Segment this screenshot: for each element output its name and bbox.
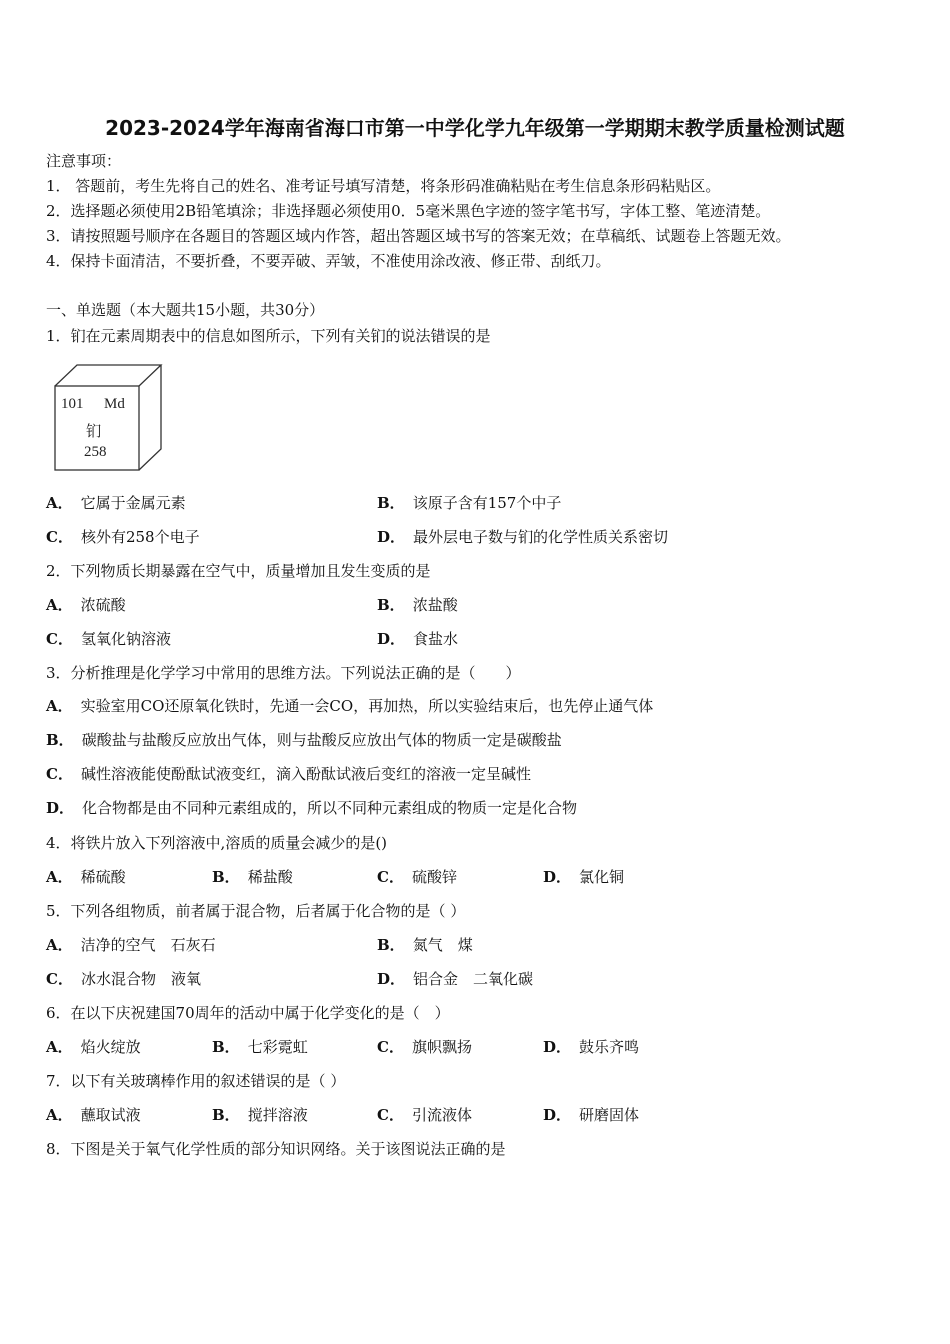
- q2-option-d: D． 食盐水: [377, 630, 459, 648]
- q2-option-c: C． 氢氧化钠溶液: [46, 630, 171, 648]
- q3-option-d: D． 化合物都是由不同种元素组成的，所以不同种元素组成的物质一定是化合物: [46, 799, 578, 817]
- notice-item-1: 1． 答题前，考生先将自己的姓名、准考证号填写清楚，将条形码准确粘贴在考生信息条形码粘贴区。: [46, 177, 721, 195]
- question-2-stem: 2．下列物质长期暴露在空气中，质量增加且发生变质的是: [46, 562, 431, 580]
- notice-heading: 注意事项：: [46, 152, 122, 170]
- q5-option-a: A． 洁净的空气 石灰石: [46, 936, 216, 954]
- q5-option-c: C． 冰水混合物 液氧: [46, 970, 201, 988]
- q4-option-c: C． 硫酸锌: [377, 868, 457, 886]
- q1-option-b: B． 该原子含有157个中子: [377, 494, 562, 512]
- q3-option-a: A． 实验室用CO还原氧化铁时，先通一会CO，再加热，所以实验结束后，也先停止通气体: [46, 697, 654, 715]
- question-1-stem: 1．钔在元素周期表中的信息如图所示，下列有关钔的说法错误的是: [46, 327, 491, 345]
- q6-option-d: D． 鼓乐齐鸣: [543, 1038, 640, 1056]
- q5-option-d: D． 铝合金 二氧化碳: [377, 970, 534, 988]
- q4-option-b: B． 稀盐酸: [212, 868, 293, 886]
- question-8-stem: 8．下图是关于氧气化学性质的部分知识网络。关于该图说法正确的是: [46, 1140, 506, 1158]
- q2-option-b: B． 浓盐酸: [377, 596, 458, 614]
- q7-option-a: A． 蘸取试液: [46, 1106, 141, 1124]
- element-card-figure: [54, 364, 164, 472]
- q5-option-b: B． 氮气 煤: [377, 936, 473, 954]
- notice-item-4: 4．保持卡面清洁，不要折叠，不要弄破、弄皱，不准使用涂改液、修正带、刮纸刀。: [46, 252, 611, 270]
- page-title: 2023-2024学年海南省海口市第一中学化学九年级第一学期期末教学质量检测试题: [105, 116, 845, 140]
- question-7-stem: 7．以下有关玻璃棒作用的叙述错误的是（ ）: [46, 1072, 346, 1090]
- q4-option-d: D． 氯化铜: [543, 868, 625, 886]
- q1-option-a: A． 它属于金属元素: [46, 494, 186, 512]
- q7-option-b: B． 搅拌溶液: [212, 1106, 308, 1124]
- q6-option-a: A． 焰火绽放: [46, 1038, 141, 1056]
- q4-option-a: A． 稀硫酸: [46, 868, 126, 886]
- question-6-stem: 6．在以下庆祝建国70周年的活动中属于化学变化的是（ ）: [46, 1004, 450, 1022]
- notice-item-2: 2．选择题必须使用2B铅笔填涂；非选择题必须使用0．5毫米黑色字迹的签字笔书写，字体工整、笔迹清楚。: [46, 202, 771, 220]
- section-heading: 一、单选题（本大题共15小题，共30分）: [46, 301, 325, 319]
- element-symbol: Md: [104, 396, 125, 412]
- q1-option-c: C． 核外有258个电子: [46, 528, 200, 546]
- q7-option-d: D． 研磨固体: [543, 1106, 640, 1124]
- question-3-stem: 3．分析推理是化学学习中常用的思维方法。下列说法正确的是（ ）: [46, 664, 521, 682]
- q2-option-a: A． 浓硫酸: [46, 596, 126, 614]
- q6-option-b: B． 七彩霓虹: [212, 1038, 308, 1056]
- q1-option-d: D． 最外层电子数与钔的化学性质关系密切: [377, 528, 669, 546]
- element-cube-outline: [54, 364, 164, 472]
- notice-item-3: 3．请按照题号顺序在各题目的答题区域内作答，超出答题区域书写的答案无效；在草稿纸、试题卷上答题无效。: [46, 227, 791, 245]
- q7-option-c: C． 引流液体: [377, 1106, 472, 1124]
- element-name: 钔: [86, 424, 102, 440]
- q3-option-c: C． 碱性溶液能使酚酞试液变红，滴入酚酞试液后变红的溶液一定呈碱性: [46, 765, 531, 783]
- question-5-stem: 5．下列各组物质，前者属于混合物，后者属于化合物的是（ ）: [46, 902, 466, 920]
- question-4-stem: 4．将铁片放入下列溶液中,溶质的质量会减少的是(): [46, 834, 388, 852]
- element-atomic-mass: 258: [84, 444, 107, 460]
- element-atomic-number: 101: [61, 396, 84, 412]
- q6-option-c: C． 旗帜飘扬: [377, 1038, 472, 1056]
- q3-option-b: B． 碳酸盐与盐酸反应放出气体，则与盐酸反应放出气体的物质一定是碳酸盐: [46, 731, 562, 749]
